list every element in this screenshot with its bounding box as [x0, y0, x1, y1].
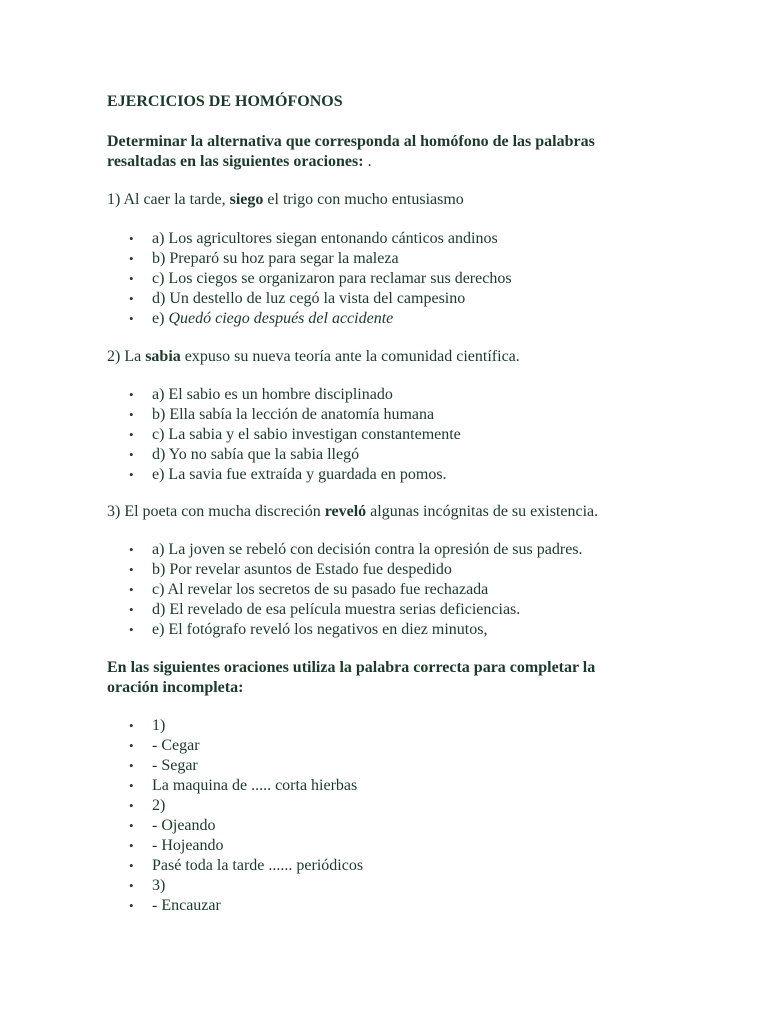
bullet-icon: •: [129, 738, 134, 753]
bullet-icon: •: [129, 447, 134, 462]
bullet-icon: •: [129, 838, 134, 853]
bullet-icon: •: [129, 898, 134, 913]
highlighted-word: reveló: [324, 503, 367, 520]
instruction-paragraph: [107, 132, 727, 172]
highlighted-word: siego: [229, 191, 264, 208]
list-item: • La maquina de ..... corta hierbas: [129, 777, 358, 794]
bullet-icon: •: [129, 467, 134, 482]
bullet-icon: •: [129, 311, 134, 326]
option-item: • d) El revelado de esa película muestra serias deficiencias.: [129, 601, 521, 618]
option-item: • b) Preparó su hoz para segar la maleza: [129, 250, 399, 267]
document-title: EJERCICIOS DE HOMÓFONOS: [107, 93, 343, 110]
question-2: 2) La sabia expuso su nueva teoría ante la comunidad científica.: [107, 348, 520, 365]
option-item: • a) El sabio es un hombre disciplinado: [129, 386, 393, 403]
option-item: • a) La joven se rebeló con decisión contra la opresión de sus padres.: [129, 541, 583, 558]
bullet-icon: •: [129, 387, 134, 402]
bullet-icon: •: [129, 231, 134, 246]
bullet-icon: •: [129, 542, 134, 557]
option-item: • a) Los agricultores siegan entonando cánticos andinos: [129, 230, 498, 247]
option-item: • b) Por revelar asuntos de Estado fue despedido: [129, 561, 452, 578]
option-item: • d) Yo no sabía que la sabia llegó: [129, 446, 360, 463]
instruction-line-2: resaltadas en las siguientes oraciones:: [107, 153, 364, 170]
list-item: • 3): [129, 877, 166, 894]
list-item: • - Ojeando: [129, 817, 216, 834]
option-item: • c) Al revelar los secretos de su pasado fue rechazada: [129, 581, 489, 598]
section-2-list: [107, 716, 727, 916]
question-3-options: [107, 540, 727, 640]
bullet-icon: •: [129, 427, 134, 442]
bullet-icon: •: [129, 602, 134, 617]
bullet-icon: •: [129, 271, 134, 286]
bullet-icon: •: [129, 818, 134, 833]
bullet-icon: •: [129, 758, 134, 773]
question-3: 3) El poeta con mucha discreción reveló algunas incógnitas de su existencia.: [107, 503, 599, 520]
instruction-trailing: .: [363, 153, 372, 170]
bullet-icon: •: [129, 582, 134, 597]
bullet-icon: •: [129, 778, 134, 793]
bullet-icon: •: [129, 798, 134, 813]
section-2-line-1: En las siguientes oraciones utiliza la palabra correcta para completar la: [107, 659, 596, 676]
bullet-icon: •: [129, 878, 134, 893]
highlighted-word: sabia: [145, 348, 181, 365]
bullet-icon: •: [129, 858, 134, 873]
option-item: • e) Quedó ciego después del accidente: [129, 310, 394, 327]
option-item: • e) El fotógrafo reveló los negativos en diez minutos,: [129, 621, 488, 638]
question-1: 1) Al caer la tarde, siego el trigo con mucho entusiasmo: [107, 191, 464, 208]
bullet-icon: •: [129, 407, 134, 422]
list-item: • 2): [129, 797, 166, 814]
list-item: • - Segar: [129, 757, 198, 774]
bullet-icon: •: [129, 562, 134, 577]
bullet-icon: •: [129, 622, 134, 637]
bullet-icon: •: [129, 718, 134, 733]
list-item: • - Hojeando: [129, 837, 224, 854]
option-item: • c) Los ciegos se organizaron para reclamar sus derechos: [129, 270, 512, 287]
option-item: • d) Un destello de luz cegó la vista del campesino: [129, 290, 466, 307]
list-item: • 1): [129, 717, 166, 734]
bullet-icon: •: [129, 291, 134, 306]
list-item: • Pasé toda la tarde ...... periódicos: [129, 857, 364, 874]
option-item: • e) La savia fue extraída y guardada en pomos.: [129, 466, 447, 483]
instruction-line-1: Determinar la alternativa que corresponda al homófono de las palabras: [107, 133, 595, 150]
bullet-icon: •: [129, 251, 134, 266]
document-page: [107, 92, 727, 916]
question-1-options: [107, 229, 727, 329]
section-2-instruction: [107, 658, 727, 698]
option-item: • b) Ella sabía la lección de anatomía humana: [129, 406, 435, 423]
section-2-line-2: oración incompleta:: [107, 679, 244, 696]
question-2-options: [107, 385, 727, 485]
option-item: • c) La sabia y el sabio investigan constantemente: [129, 426, 461, 443]
list-item: • - Encauzar: [129, 897, 221, 914]
list-item: • - Cegar: [129, 737, 200, 754]
